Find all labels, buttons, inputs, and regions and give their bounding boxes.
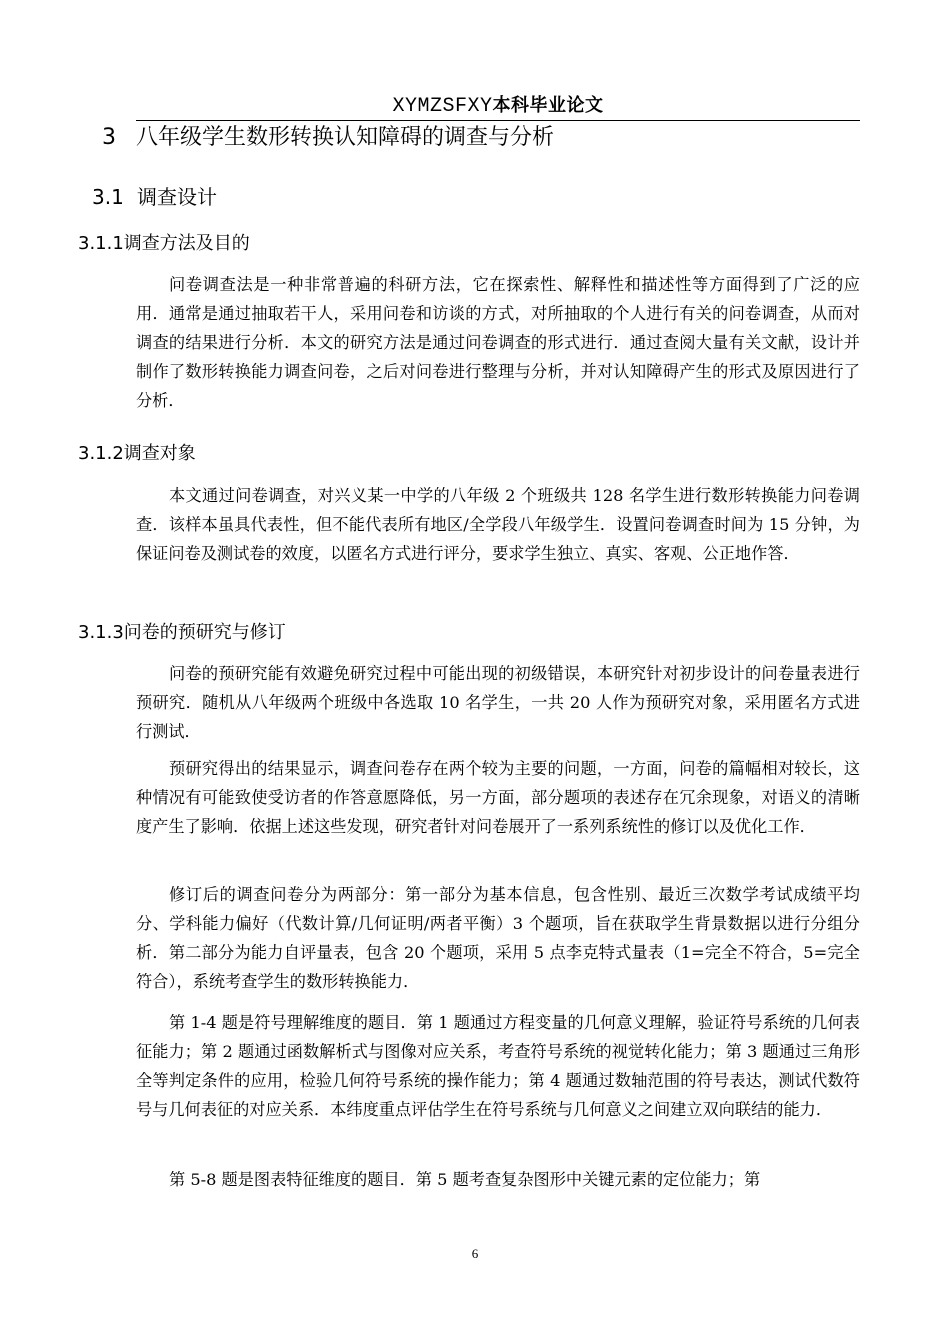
paragraph: 问卷的预研究能有效避免研究过程中可能出现的初级错误，本研究针对初步设计的问卷量表进行预研究．随机从八年级两个班级中各选取 10 名学生，一共 20 人作为预研究对象，采用匿名方式进行测试． <box>136 664 860 741</box>
subsection-heading: 3.1.1调查方法及目的 <box>78 233 250 254</box>
paragraph: 第 1-4 题是符号理解维度的题目．第 1 题通过方程变量的几何意义理解，验证符号系统的几何表征能力；第 2 题通过函数解析式与图像对应关系，考查符号系统的视觉转化能力；第 3 题通过三角形全等判定条件的应用，检验几何符号系统的操作能力；第 4 题通过数轴范围的符号表达，测试代数符号与几何表征的对应关系．本纬度重点评估学生在符号系统与几何意义之间建立双向联结的能力． <box>136 1013 860 1119</box>
chapter-number: 3 <box>102 125 116 150</box>
header-cn: 本科毕业论文 <box>492 95 604 116</box>
subsection-heading: 3.1.3问卷的预研究与修订 <box>78 622 286 643</box>
subsection-heading: 3.1.2调查对象 <box>78 443 196 464</box>
section-number: 3.1 <box>92 185 124 209</box>
paragraph: 预研究得出的结果显示，调查问卷存在两个较为主要的问题，一方面，问卷的篇幅相对较长，这种情况有可能致使受访者的作答意愿降低，另一方面，部分题项的表述存在冗余现象，对语义的清晰度产生了影响．依据上述这些发现，研究者针对问卷展开了一系列系统性的修订以及优化工作． <box>136 759 860 836</box>
section-heading <box>92 182 217 212</box>
running-header <box>136 92 860 121</box>
header-latin: XYMZSFXY <box>392 95 493 118</box>
section-title: 调查设计 <box>137 185 217 209</box>
page-number: 6 <box>471 1246 479 1261</box>
chapter-title: 八年级学生数形转换认知障碍的调查与分析 <box>136 125 555 150</box>
paragraph: 本文通过问卷调查，对兴义某一中学的八年级 2 个班级共 128 名学生进行数形转换能力问卷调查．该样本虽具代表性，但不能代表所有地区/全学段八年级学生．设置问卷调查时间为 15 分钟，为保证问卷及测试卷的效度，以匿名方式进行评分，要求学生独立、真实、客观、公正地作答． <box>136 486 860 563</box>
paragraph: 修订后的调查问卷分为两部分：第一部分为基本信息，包含性别、最近三次数学考试成绩平均分、学科能力偏好（代数计算/几何证明/两者平衡）3 个题项，旨在获取学生背景数据以进行分组分析．第二部分为能力自评量表，包含 20 个题项，采用 5 点李克特式量表（1=完全不符合，5=完全符合），系统考查学生的数形转换能力． <box>136 885 860 991</box>
paragraph: 问卷调查法是一种非常普遍的科研方法，它在探索性、解释性和描述性等方面得到了广泛的应用．通常是通过抽取若干人，采用问卷和访谈的方式，对所抽取的个人进行有关的问卷调查，从而对调查的结果进行分析．本文的研究方法是通过问卷调查的形式进行．通过查阅大量有关文献，设计并制作了数形转换能力调查问卷，之后对问卷进行整理与分析，并对认知障碍产生的形式及原因进行了分析． <box>136 275 860 410</box>
chapter-heading <box>102 122 554 154</box>
header-title <box>392 94 603 116</box>
paragraph: 第 5-8 题是图表特征维度的题目．第 5 题考查复杂图形中关键元素的定位能力；第 <box>169 1170 761 1189</box>
